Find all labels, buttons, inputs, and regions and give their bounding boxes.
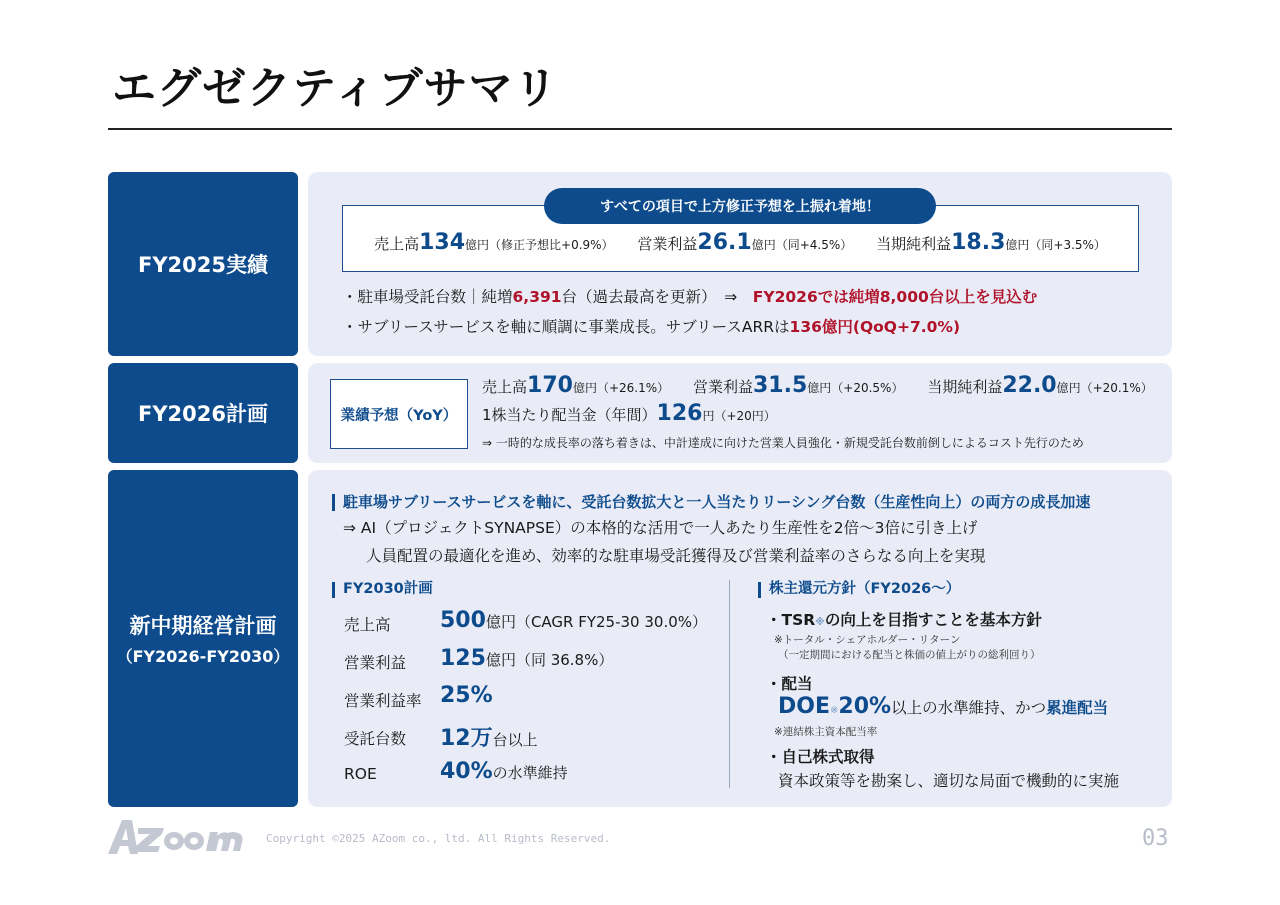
metric-note: 億円（同+4.5%） xyxy=(751,238,853,252)
plan-suffix: 億円（CAGR FY25-30 30.0%） xyxy=(485,613,708,631)
midterm-line-staffing: 人員配置の最適化を進め、効率的な駐車場受託獲得及び営業利益率のさらなる向上を実現 xyxy=(366,547,986,565)
plan-suffix: 億円（同 36.8%） xyxy=(485,651,614,669)
metric-note: 円（+20円） xyxy=(702,409,776,423)
metric-name: 営業利益 xyxy=(637,235,698,253)
copyright: Copyright ©2025 AZoom co., ltd. All Rights Reserved. xyxy=(266,832,611,845)
plan-number: 12万 xyxy=(440,726,493,751)
bullet-parking-units xyxy=(342,285,1037,307)
plan-number: 125 xyxy=(440,646,486,671)
section-label-fy2026 xyxy=(108,363,298,463)
doe-note: ※連結株主資本配当率 xyxy=(774,726,878,738)
section-label-text: FY2026計画 xyxy=(138,402,268,426)
footnote-mark: ※ xyxy=(815,617,825,628)
metric-value: 22.0 xyxy=(1002,373,1057,398)
footnote-mark: ※ xyxy=(830,705,839,716)
plan-suffix: の水準維持 xyxy=(492,764,568,782)
metric-name: 当期純利益 xyxy=(876,235,952,253)
plan-label: 受託台数 xyxy=(344,730,407,748)
doe-line xyxy=(778,694,1108,719)
plan-value xyxy=(440,646,613,671)
fy2026-panel xyxy=(308,363,1172,463)
page-number: 03 xyxy=(1142,826,1169,851)
section-label-text: 新中期経営計画 xyxy=(129,614,277,638)
metric-note: 億円（同+3.5%） xyxy=(1005,238,1106,252)
midterm-panel xyxy=(308,470,1172,807)
azoom-logo xyxy=(108,820,246,854)
metric-value: 134 xyxy=(419,230,466,255)
dividend-forecast xyxy=(482,401,776,426)
buyback-heading: ・自己株式取得 xyxy=(766,748,875,766)
plan-value xyxy=(440,608,707,633)
tsr-label: ・TSR xyxy=(766,611,816,629)
bullet-text: 台（過去最高を更新） ⇒ xyxy=(561,288,753,306)
doe-text: 以上の水準維持、かつ xyxy=(891,699,1047,717)
metric-name: 売上高 xyxy=(374,235,420,253)
metric-note: 億円（+20.5%） xyxy=(807,381,904,395)
plan-label: 営業利益率 xyxy=(344,692,422,710)
metric-value: 126 xyxy=(656,401,703,426)
metric-note: 億円（+20.1%） xyxy=(1056,381,1153,395)
forecast-box: 業績予想（YoY） xyxy=(330,379,468,449)
metric-note: 億円（+26.1%） xyxy=(572,381,670,395)
bullet-text: ・駐車場受託台数｜純増 xyxy=(342,288,513,306)
metric-value: 31.5 xyxy=(753,373,808,398)
plan-label: 営業利益 xyxy=(344,654,407,672)
shareholder-return-heading: 株主還元方針（FY2026～） xyxy=(758,582,960,598)
fy2026-metrics xyxy=(482,373,1153,398)
midterm-line-ai: ⇒ AI（プロジェクトSYNAPSE）の本格的な活用で一人あたり生産性を2倍～3倍に引き上げ xyxy=(343,519,978,537)
plan-label: 売上高 xyxy=(344,616,391,634)
headline-pill: すべての項目で上方修正予想を上振れ着地！ xyxy=(544,188,936,224)
plan-suffix: 台以上 xyxy=(492,731,538,749)
plan-2030-heading: FY2030計画 xyxy=(332,582,433,598)
tsr-note-detail: （一定期間における配当と株価の値上がりの総利回り） xyxy=(778,649,1041,661)
forecast-note: ⇒ 一時的な成長率の落ち着きは、中計達成に向けた営業人員強化・新規受託台数前倒しによるコスト先行のため xyxy=(482,436,1084,450)
dividend-heading: ・配当 xyxy=(766,675,813,693)
tsr-note: ※トータル・シェアホルダー・リターン xyxy=(774,634,961,646)
buyback-text: 資本政策等を勘案し、適切な局面で機動的に実施 xyxy=(778,772,1120,790)
bullet-highlight: FY2026では純増8,000台以上を見込む xyxy=(752,288,1038,306)
tsr-text: の向上を目指すことを基本方針 xyxy=(824,611,1042,629)
plan-number: 40% xyxy=(440,759,493,784)
plan-value xyxy=(440,721,538,752)
metric-name: 売上高 xyxy=(482,378,528,396)
section-label-text: FY2025実績 xyxy=(138,253,268,277)
bullet-highlight: 136億円(QoQ+7.0%) xyxy=(789,318,961,336)
plan-number: 25% xyxy=(440,683,493,708)
plan-value xyxy=(440,683,493,708)
metric-value: 18.3 xyxy=(951,230,1006,255)
progressive-dividend: 累進配当 xyxy=(1046,699,1109,717)
metric-name: 当期純利益 xyxy=(927,378,1003,396)
doe-value: 20% xyxy=(838,694,892,719)
title-divider xyxy=(108,128,1172,130)
midterm-headline: 駐車場サブリースサービスを軸に、受託台数拡大と一人当たりリーシング台数（生産性向上）の両方の成長加速 xyxy=(332,494,1090,511)
tsr-policy xyxy=(766,608,1042,630)
bullet-text: ・サブリースサービスを軸に順調に事業成長。サブリースARRは xyxy=(342,318,790,336)
plan-value xyxy=(440,759,568,784)
section-label-midterm xyxy=(108,470,298,807)
section-label-sub: （FY2026-FY2030） xyxy=(116,647,290,666)
metric-name: 営業利益 xyxy=(692,378,753,396)
plan-label: ROE xyxy=(344,765,377,783)
fy2025-metrics xyxy=(308,230,1172,255)
section-label-fy2025 xyxy=(108,172,298,356)
page-title: エグゼクティブサマリ xyxy=(112,63,559,114)
fy2025-panel xyxy=(308,172,1172,356)
doe-label: DOE xyxy=(778,694,830,719)
metric-name: 1株当たり配当金（年間） xyxy=(482,406,657,424)
plan-number: 500 xyxy=(440,608,486,633)
metric-value: 170 xyxy=(527,373,573,398)
column-divider xyxy=(729,580,730,788)
bullet-sublease-arr xyxy=(342,315,960,337)
metric-note: 億円（修正予想比+0.9%） xyxy=(465,238,614,252)
bullet-value: 6,391 xyxy=(512,288,562,306)
metric-value: 26.1 xyxy=(697,230,752,255)
